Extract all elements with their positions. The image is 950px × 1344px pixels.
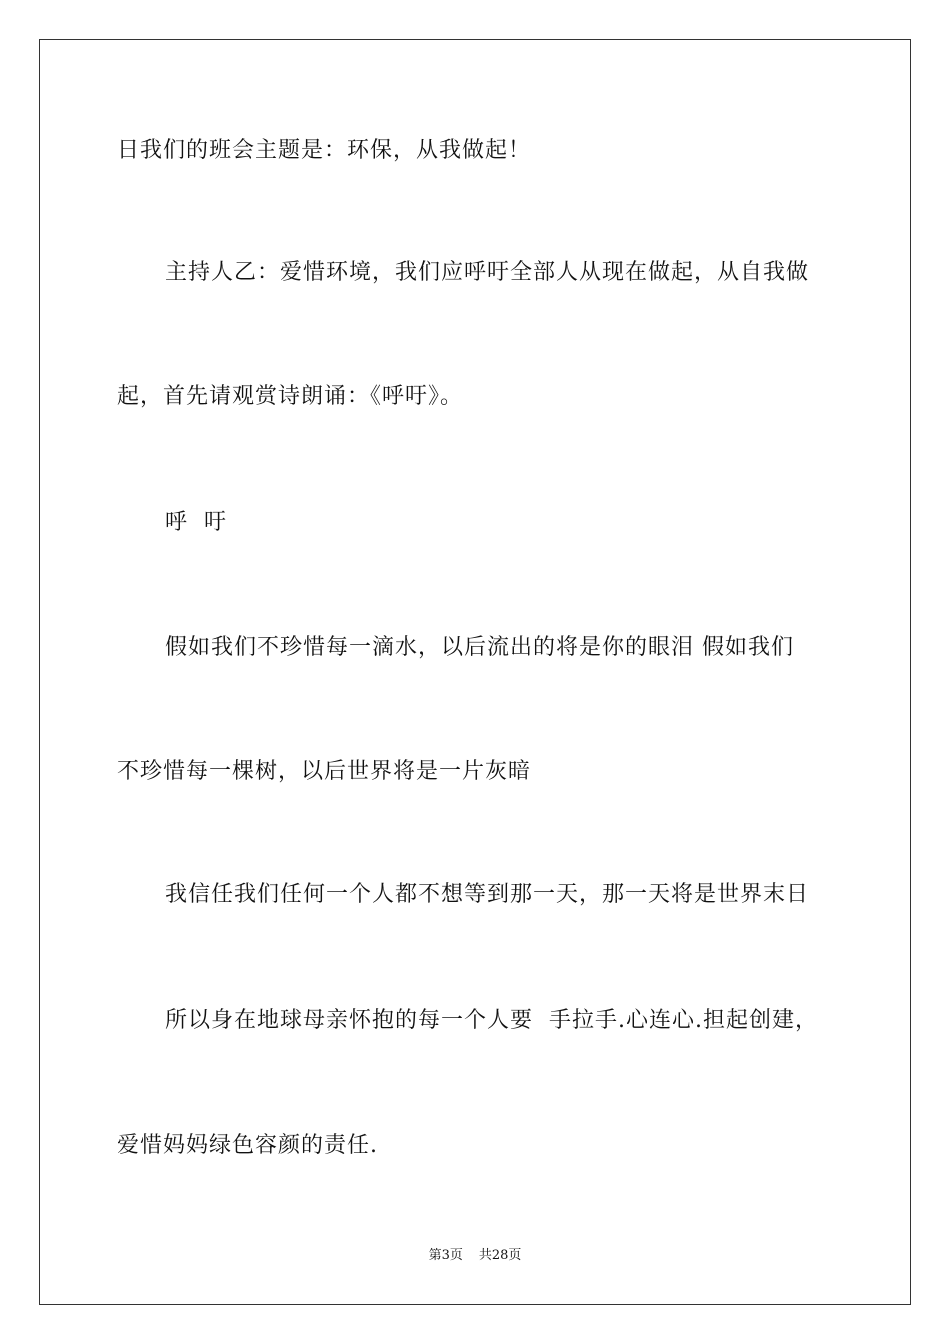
paragraph-line-1: 日我们的班会主题是：环保，从我做起！ <box>117 138 532 163</box>
poem-title: 呼 吁 <box>165 510 227 535</box>
paragraph-line-5: 假如我们不珍惜每一滴水，以后流出的将是你的眼泪 假如我们 <box>165 635 794 660</box>
paragraph-line-7: 我信任我们任何一个人都不想等到那一天，那一天将是世界末日 <box>165 882 810 907</box>
paragraph-line-6: 不珍惜每一棵树，以后世界将是一片灰暗 <box>117 759 532 784</box>
paragraph-line-2: 主持人乙：爱惜环境，我们应呼吁全部人从现在做起，从自我做 <box>165 260 810 285</box>
paragraph-line-8: 所以身在地球母亲怀抱的每一个人要 手拉手.心连心.担起创建， <box>165 1008 818 1033</box>
paragraph-line-3: 起，首先请观赏诗朗诵：《呼吁》。 <box>117 384 464 409</box>
page-footer <box>0 1247 950 1265</box>
page-frame <box>39 39 911 1305</box>
total-pages: 共28页 <box>478 1248 522 1263</box>
paragraph-line-9: 爱惜妈妈绿色容颜的责任. <box>117 1133 378 1158</box>
page-number: 第3页 <box>428 1248 463 1263</box>
